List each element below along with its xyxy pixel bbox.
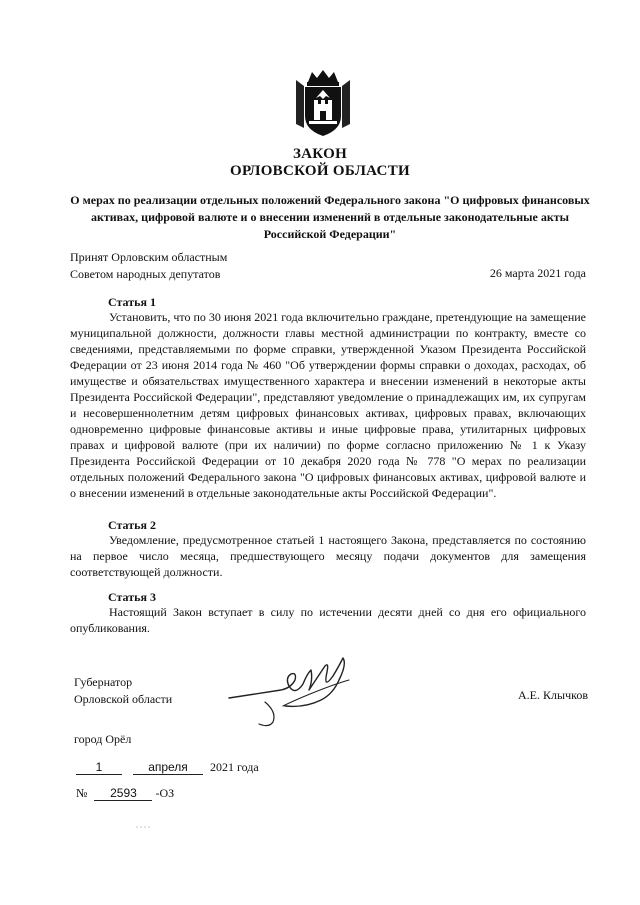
signing-day: 1 bbox=[76, 761, 122, 775]
article-2-text: Уведомление, предусмотренное статьей 1 настоящего Закона, представляется по состоянию на первое число месяца, предшествующего месяцу подачи документов для замещения соответствующей должности. bbox=[70, 533, 586, 579]
signatory-name: А.Е. Клычков bbox=[518, 688, 588, 702]
adopted-by-line2: Советом народных депутатов bbox=[70, 267, 221, 281]
signing-month: апреля bbox=[133, 761, 203, 775]
law-number bbox=[76, 786, 174, 801]
signatory-position bbox=[74, 674, 172, 708]
signing-year: 2021 года bbox=[210, 760, 259, 774]
document-title-law: ЗАКОН bbox=[292, 146, 348, 162]
article-1-text: Установить, что по 30 июня 2021 года включительно граждане, претендующие на замещение муниципальной должности, должности главы местной администрации по контракту, вместе со сведениями, представляемыми по форме справки, утвержденной Указом Президента Российской Федерации от 23 июня 2014 года № 460 "Об утверждении формы справки о доходах, расходах, об имуществе и обязательствах имущественного характера и внесении изменений в некоторые акты Президента Российской Федерации", представляют уведомление о принадлежащих им, их супругам и несовершеннолетним детям цифровых финансовых активах, цифровых правах, включающих одновременно цифровые финансовые активы и иные цифровые права, утилитарных цифровых правах и цифровой валюте (при их наличии) по форме согласно приложению № 1 к Указу Президента Российской Федерации от 10 декабря 2020 года № 778 "О мерах по реализации отдельных положений Федерального закона "О цифровых финансовых активах, цифровой валюте и о внесении изменений в отдельные законодательные акты Российской Федерации". bbox=[70, 310, 586, 500]
law-subject-title: О мерах по реализации отдельных положений Федерального закона "О цифровых финансовых активах, цифровой валюте и о внесении изменений в отдельные законодательные акты Российской Федерации" bbox=[70, 193, 590, 241]
signatory-position-line1: Губернатор bbox=[74, 675, 133, 689]
article-1-title: Статья 1 bbox=[108, 295, 156, 309]
signing-city: город Орёл bbox=[74, 732, 132, 746]
adopted-by-block bbox=[70, 249, 227, 283]
law-number-prefix: № bbox=[76, 786, 88, 800]
adopted-by-line1: Принят Орловским областным bbox=[70, 250, 228, 264]
scan-artifact-dots bbox=[136, 826, 150, 828]
article-3-text: Настоящий Закон вступает в силу по истечении десяти дней со дня его официального опубликования. bbox=[70, 605, 586, 635]
signatory-position-line2: Орловской области bbox=[74, 692, 173, 706]
signing-date bbox=[76, 760, 259, 775]
document-title-region: ОРЛОВСКОЙ ОБЛАСТИ bbox=[230, 163, 410, 179]
article-2-title: Статья 2 bbox=[108, 518, 156, 532]
article-3-title: Статья 3 bbox=[108, 590, 156, 604]
law-number-value: 2593 bbox=[94, 787, 152, 801]
handwritten-signature-icon bbox=[225, 650, 355, 730]
oryol-coat-of-arms-icon bbox=[294, 68, 352, 138]
adoption-date: 26 марта 2021 года bbox=[489, 266, 586, 280]
law-number-suffix: -ОЗ bbox=[155, 786, 175, 800]
